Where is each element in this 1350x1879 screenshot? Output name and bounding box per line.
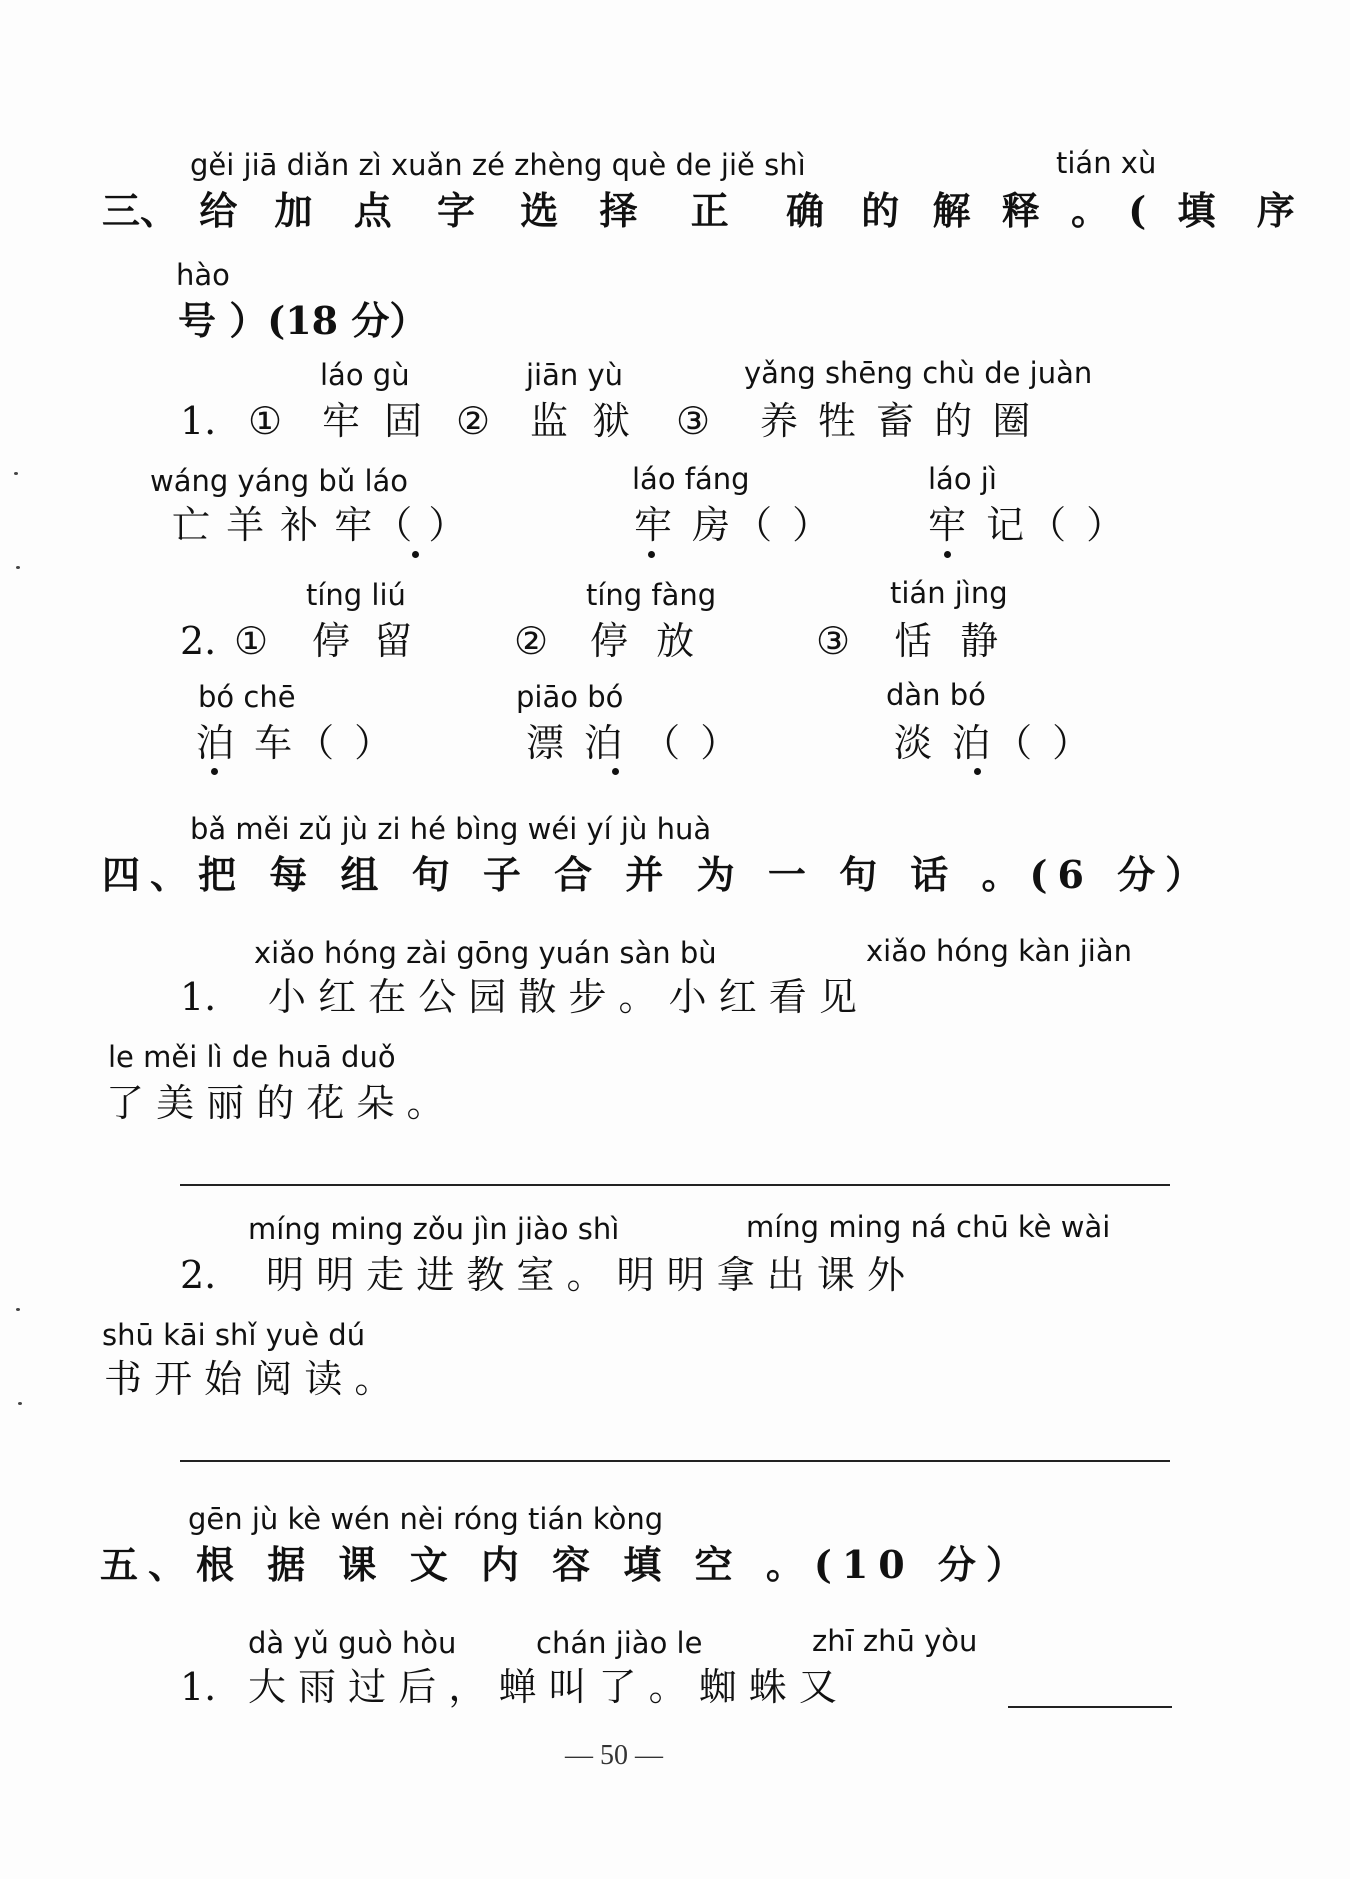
q2-item1: 泊 车（ ） — [196, 721, 397, 765]
section-number: 三、 — [102, 188, 179, 233]
scan-speck — [18, 1402, 22, 1405]
section3-pinyin-tail: tián xù — [1056, 146, 1157, 180]
q2-item2-pinyin: piāo bó — [516, 680, 624, 714]
q1-option1: 牢 固 — [322, 399, 429, 443]
s4-q2-pinyin: míng ming zǒu jìn jiào shì — [248, 1212, 620, 1246]
q2-option1-pinyin: tíng liú — [306, 578, 406, 612]
q1-option3: 养 牲 畜 的 圈 — [760, 399, 1035, 443]
q2-option3: 恬 静 — [894, 619, 1007, 663]
q2-option1: 停 留 — [312, 619, 419, 663]
page-number: — 50 — — [565, 1740, 663, 1771]
s5-q1-text: 大 雨 过 后 ， 蝉 叫 了 。 蜘 蛛 又 — [248, 1665, 837, 1709]
section4-pinyin: bǎ měi zǔ jù zi hé bìng wéi yí jù huà — [190, 812, 712, 846]
s4-q1-pinyin-2: xiǎo hóng kàn jiàn — [866, 934, 1132, 968]
q2-item1-pinyin: bó chē — [198, 680, 296, 714]
q1-item3-pinyin: láo jì — [928, 462, 997, 496]
answer-line — [180, 1184, 1170, 1186]
q1-item3: 牢 记（ ） — [928, 503, 1129, 547]
emphasis-dot — [648, 551, 655, 558]
s5-q1-number: 1. — [180, 1665, 217, 1709]
s4-q1-text-2: 了 美 丽 的 花 朵 。 — [106, 1081, 445, 1125]
q2-number: 2. — [180, 619, 217, 663]
s5-q1-pinyin-1: dà yǔ guò hòu — [248, 1626, 457, 1660]
s4-q2-text-2: 书 开 始 阅 读 。 — [104, 1357, 393, 1401]
section3-pinyin: gěi jiā diǎn zì xuǎn zé zhèng què de jiě shì — [190, 148, 806, 182]
q2-circle3: ③ — [816, 619, 851, 663]
q1-item2: 牢 房（ ） — [634, 503, 835, 547]
q1-option1-pinyin: láo gù — [320, 358, 410, 392]
s5-q1-pinyin-3: zhī zhū yòu — [812, 1624, 978, 1658]
q1-circle3: ③ — [676, 399, 711, 443]
q1-item1: 亡 羊 补 牢（ ） — [172, 503, 469, 547]
section5-title: 五、根 据 课 文 内 容 填 空 。(10 分） — [100, 1542, 1034, 1587]
q1-item1-pinyin: wáng yáng bǔ láo — [150, 464, 409, 498]
s4-q2-number: 2. — [180, 1253, 217, 1297]
emphasis-dot — [612, 768, 619, 775]
q1-option2: 监 狱 — [530, 399, 637, 443]
q2-option2: 停 放 — [590, 619, 703, 663]
s4-q1-pinyin: xiǎo hóng zài gōng yuán sàn bù — [254, 936, 717, 970]
answer-blank-line — [1008, 1706, 1172, 1708]
scan-speck — [16, 1308, 20, 1311]
s5-q1-pinyin-2: chán jiào le — [536, 1626, 703, 1660]
q1-option3-pinyin: yǎng shēng chù de juàn — [744, 356, 1093, 390]
q1-number: 1. — [180, 399, 217, 443]
section3-pinyin-2: hào — [176, 258, 230, 292]
s4-q1-pinyin-3: le měi lì de huā duǒ — [108, 1040, 396, 1074]
s4-q1-number: 1. — [180, 975, 217, 1019]
s4-q2-text: 明 明 走 进 教 室 。 明 明 拿 出 课 外 — [266, 1253, 905, 1297]
emphasis-dot — [944, 551, 951, 558]
q1-item2-pinyin: láo fáng — [632, 462, 750, 496]
q2-circle1: ① — [234, 619, 269, 663]
q1-circle2: ② — [456, 399, 491, 443]
answer-line — [180, 1460, 1170, 1462]
scan-speck — [16, 566, 20, 569]
q1-circle1: ① — [248, 399, 283, 443]
emphasis-dot — [974, 768, 981, 775]
section4-title: 四、把 每 组 句 子 合 并 为 一 句 话 。(6 分） — [102, 852, 1214, 897]
section3-title-cont: 号 ）(18 分） — [178, 298, 428, 343]
emphasis-dot — [211, 768, 218, 775]
s4-q2-pinyin-3: shū kāi shǐ yuè dú — [102, 1318, 366, 1352]
section5-pinyin: gēn jù kè wén nèi róng tián kòng — [188, 1502, 664, 1536]
section3-title: 三、 给 加 点 字 选 择 正 确 的 解 释 。 ( 填 序 — [102, 188, 1295, 233]
q2-item2: 漂 泊 （ ） — [526, 721, 743, 765]
s4-q2-pinyin-2: míng ming ná chū kè wài — [746, 1210, 1111, 1244]
q2-option2-pinyin: tíng fàng — [586, 578, 717, 612]
q2-item3: 淡 泊（ ） — [894, 721, 1095, 765]
q2-item3-pinyin: dàn bó — [886, 678, 986, 712]
q2-option3-pinyin: tián jìng — [890, 576, 1008, 610]
q1-option2-pinyin: jiān yù — [526, 358, 624, 392]
s4-q1-text: 小 红 在 公 园 散 步 。 小 红 看 见 — [268, 975, 857, 1019]
scan-speck — [14, 472, 18, 475]
q2-circle2: ② — [514, 619, 549, 663]
emphasis-dot — [412, 551, 419, 558]
